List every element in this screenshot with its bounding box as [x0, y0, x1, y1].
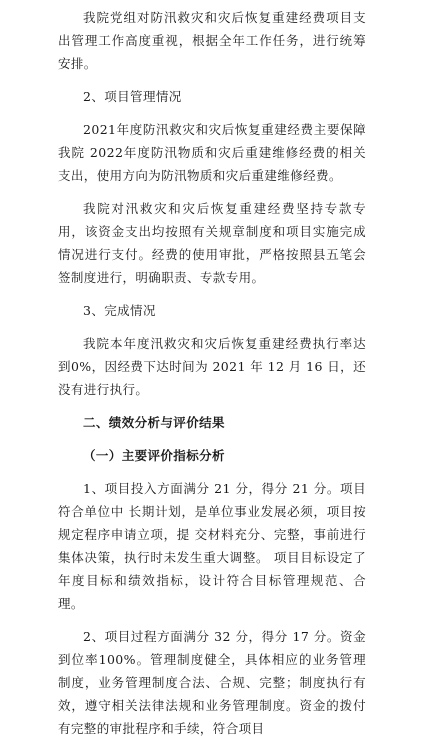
paragraph-execution-rate: 我院本年度汛救灾和灾后恢复重建经费执行率达到0%，因经费下达时间为 2021 年 12 月 16 日，还没有进行执行。	[58, 336, 366, 397]
heading-performance-analysis: 二、绩效分析与评价结果	[83, 415, 225, 430]
paragraph-funding-purpose: 2021年度防汛救灾和灾后恢复重建经费主要保障我院 2022年度防汛物质和灾后重建维修经费的相关支出，使用方向为防汛物质和灾后重建维修经费。	[58, 122, 366, 183]
paragraph-party-attention: 我院党组对防汛救灾和灾后恢复重建经费项目支出管理工作高度重视，根据全年工作任务，进行统筹安排。	[58, 10, 366, 71]
heading-main-indicators: （一）主要评价指标分析	[83, 448, 225, 463]
paragraph-project-input: 1、项目投入方面满分 21 分，得分 21 分。项目符合单位中 长期计划，是单位事业发展必须，项目按规定程序申请立项，提 交材料充分、完整，事前进行集体决策，执行时未发生重大调整。 项目目标设定了年度目标和绩效指标，设计符合目标管理规范、合理。	[58, 481, 366, 611]
heading-project-management: 2、项目管理情况	[83, 89, 182, 104]
heading-completion: 3、完成情况	[83, 303, 156, 318]
paragraph-project-process: 2、项目过程方面满分 32 分，得分 17 分。资金到位率100%。管理制度健全，具体相应的业务管理制度，业务管理制度合法、合规、完整；制度执行有效，遵守相关法律法规和业务管理制度。资金的拨付有完整的审批程序和手续，符合项目	[58, 629, 366, 736]
paragraph-special-use: 我院对汛救灾和灾后恢复重建经费坚持专款专用，该资金支出均按照有关规章制度和项目实施完成情况进行支付。经费的使用审批，严格按照县五笔会签制度进行，明确职责、专款专用。	[58, 201, 366, 285]
